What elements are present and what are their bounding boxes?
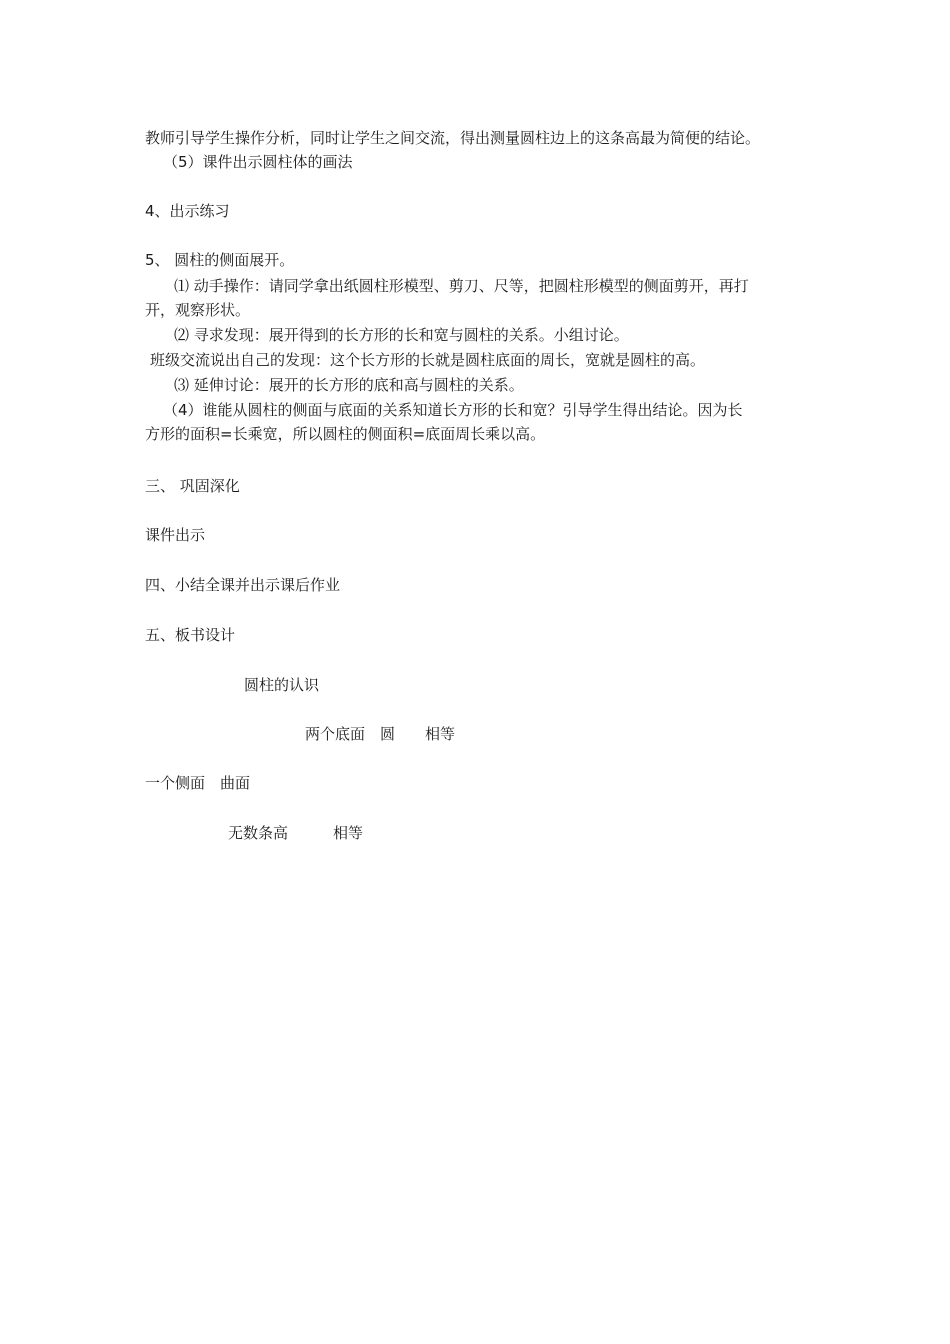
heading-5-side-unfold: 5、 圆柱的侧面展开。 <box>145 251 295 269</box>
board-row-bases: 两个底面 圆 相等 <box>305 725 456 743</box>
item-3-extension: ⑶ 延伸讨论：展开的长方形的底和高与圆柱的关系。 <box>174 376 524 394</box>
heading-four-summary: 四、小结全课并出示课后作业 <box>145 576 341 594</box>
item-4-continued: 方形的面积=长乘宽，所以圆柱的侧面积=底面周长乘以高。 <box>145 425 546 443</box>
heading-three-consolidate: 三、 巩固深化 <box>145 477 240 495</box>
board-row-side: 一个侧面 曲面 <box>145 774 251 792</box>
item-1-continued: 开，观察形状。 <box>145 301 251 319</box>
item-2-discovery: ⑵ 寻求发现：展开得到的长方形的长和宽与圆柱的关系。小组讨论。 <box>174 326 629 344</box>
item-1-hands-on: ⑴ 动手操作：请同学拿出纸圆柱形模型、剪刀、尺等，把圆柱形模型的侧面剪开，再打 <box>174 277 749 295</box>
board-title: 圆柱的认识 <box>244 676 320 694</box>
board-row-heights: 无数条高 相等 <box>228 824 364 842</box>
item-4-question: （4）谁能从圆柱的侧面与底面的关系知道长方形的长和宽？引导学生得出结论。因为长 <box>163 401 743 419</box>
heading-five-board-design: 五、板书设计 <box>145 626 236 644</box>
courseware-show: 课件出示 <box>145 526 206 544</box>
item-5-drawing-method: （5）课件出示圆柱体的画法 <box>163 153 353 171</box>
heading-4-exercise: 4、出示练习 <box>145 202 230 220</box>
paragraph-teacher-guidance: 教师引导学生操作分析，同时让学生之间交流，得出测量圆柱边上的这条高最为简便的结论。 <box>145 129 761 147</box>
class-discussion: 班级交流说出自己的发现：这个长方形的长就是圆柱底面的周长，宽就是圆柱的高。 <box>150 351 706 369</box>
